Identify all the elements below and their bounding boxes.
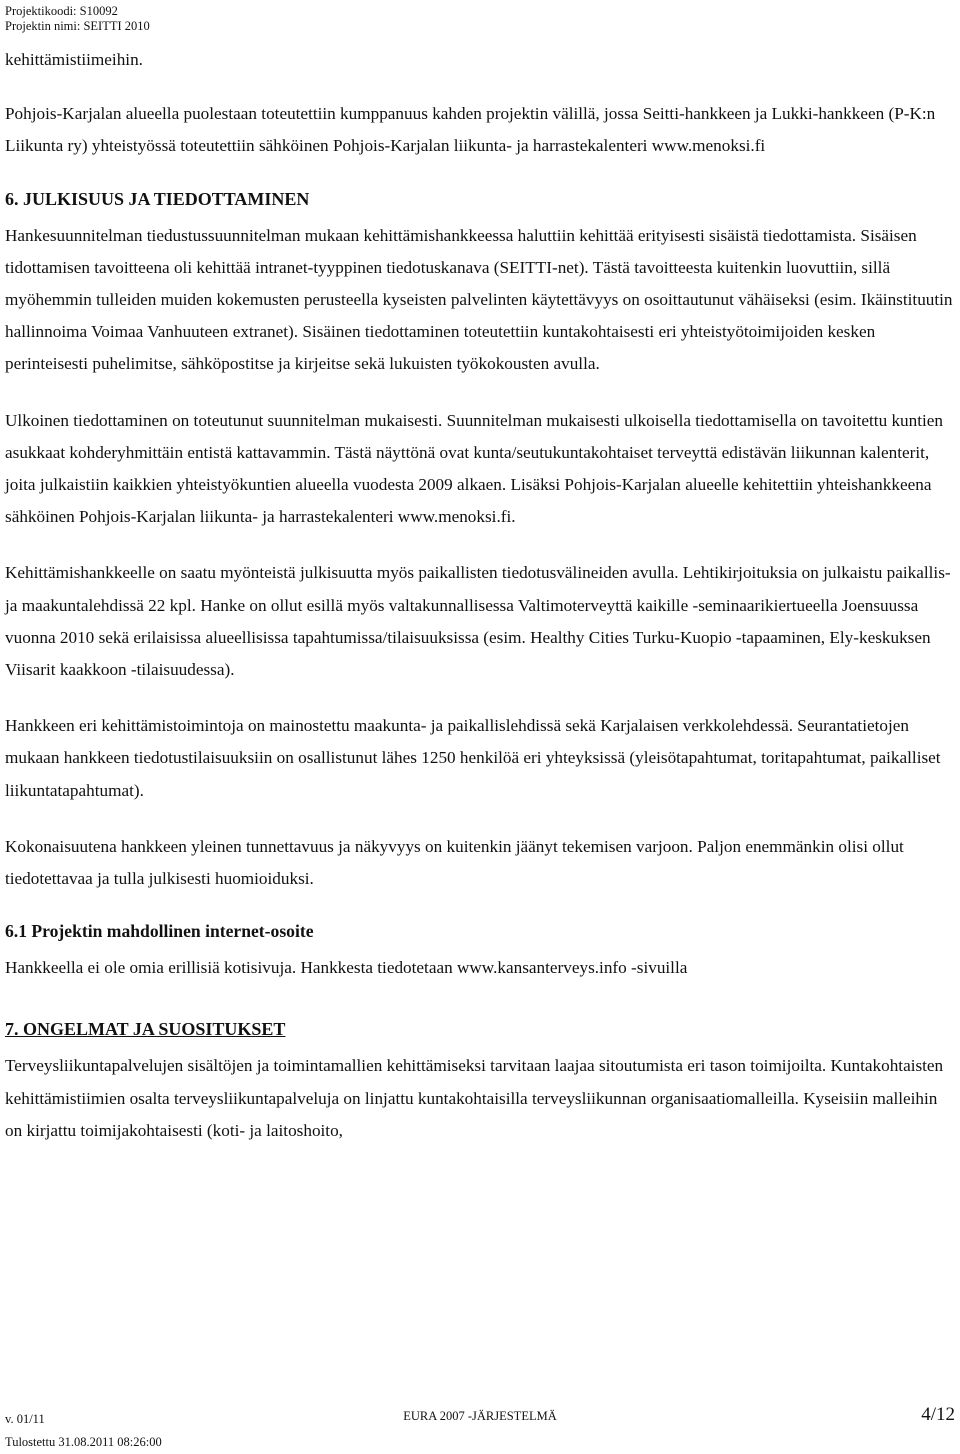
paragraph-kokonaisuus: Kokonaisuutena hankkeen yleinen tunnettavuus ja näkyvyys on kuitenkin jäänyt tekemisen varjoon. Paljon enemmänkin olisi ollut tiedotettavaa ja tulla julkisesti huomioiduksi.	[5, 836, 904, 889]
paragraph-continuation: kehittämistiimeihin.	[5, 50, 143, 69]
page-number: 4/12	[921, 1404, 955, 1425]
section-heading-6-1: 6.1 Projektin mahdollinen internet-osoite	[5, 921, 314, 942]
paragraph-mainostus: Hankkeen eri kehittämistoimintoja on mainostettu maakunta- ja paikallislehdissä sekä Karjalaisen verkkolehdessä. Seurantatietojen mukaan hankkeen tiedotustilaisuuksiin on osallistunut lähes 1250 henkilöä eri yhteyksissä (yleisötapahtumat, toritapahtumat, paikalliset liikuntatapahtumat).	[5, 716, 941, 800]
paragraph-internet-osoite: Hankkeella ei ole omia erillisiä kotisivuja. Hankkesta tiedotetaan www.kansanterveys.info -sivuilla	[5, 958, 688, 978]
paragraph-julkisuus: Kehittämishankkeelle on saatu myönteistä julkisuutta myös paikallisten tiedotusvälineiden avulla. Lehtikirjoituksia on julkaistu paikallis- ja maakuntalehdissä 22 kpl. Hanke on ollut esillä myös valtakunnallisessa Valtimoterveyttä kaikille -seminaarikiertueella Joensuussa vuonna 2010 sekä erilaisissa alueellisissa tapahtumissa/tilaisuuksissa (esim. Healthy Cities Turku-Kuopio -tapaaminen, Ely-keskuksen Viisarit kaakkoon -tilaisuudessa).	[5, 563, 951, 680]
print-timestamp: Tulostettu 31.08.2011 08:26:00	[5, 1435, 162, 1449]
paragraph-kumppanuus: Pohjois-Karjalan alueella puolestaan toteutettiin kumppanuus kahden projektin välillä, jossa Seitti-hankkeen ja Lukki-hankkeen (P-K:n Liikunta ry) yhteistyössä toteutettiin sähköinen Pohjois-Karjalan liikunta- ja harrastekalenteri www.menoksi.fi	[5, 104, 936, 156]
version-label: v. 01/11	[5, 1412, 45, 1426]
document-body	[5, 44, 955, 1171]
page-header	[5, 4, 150, 34]
paragraph-ulkoinen-tiedottaminen: Ulkoinen tiedottaminen on toteutunut suunnitelman mukaisesti. Suunnitelman mukaisesti ulkoisella tiedottamisella on tavoitettu kuntien asukkaat kohderyhmittäin entistä kattavammin. Tästä näyttönä ovat kunta/seutukuntakohtaiset terveyttä edistävän liikunnan kalenterit, joita julkaistiin kaikkien yhteistyökuntien alueella vuodesta 2009 alkaen. Lisäksi Pohjois-Karjalan alueelle kehitettiin yhteishankkeena sähköinen Pohjois-Karjalan liikunta- ja harrastekalenteri www.menoksi.fi.	[5, 410, 944, 527]
section-heading-7: 7. ONGELMAT JA SUOSITUKSET	[5, 1019, 286, 1040]
paragraph-ongelmat: Terveysliikuntapalvelujen sisältöjen ja toimintamallien kehittämiseksi tarvitaan laajaa sitoutumista eri tason toimijoilta. Kuntakohtaisten kehittämistiimien osalta terveysliikuntapalveluja on linjattu kuntakohtaisilla terveysliikunnan organisaatiomalleilla. Kyseisiin malleihin on kirjattu toimijakohtaisesti (koti- ja laitoshoito,	[5, 1056, 944, 1140]
system-name: EURA 2007 -JÄRJESTELMÄ	[403, 1409, 557, 1423]
project-code: Projektikoodi: S10092	[5, 4, 118, 18]
section-heading-6: 6. JULKISUUS JA TIEDOTTAMINEN	[5, 188, 310, 209]
project-name: Projektin nimi: SEITTI 2010	[5, 19, 150, 33]
paragraph-sisainen-tiedottaminen: Hankesuunnitelman tiedustussuunnitelman mukaan kehittämishankkeessa haluttiin kehittää erityisesti sisäistä tiedottamista. Sisäisen tidottamisen tavoitteena oli kehittää intranet-tyyppinen tiedotuskanava (SEITTI-net). Tästä tavoitteesta kuitenkin luovuttiin, sillä myöhemmin tulleiden muiden kokemusten perusteella kyseisten palvelinten käytettävyys on osoittautunut vähäiseksi (esim. Ikäinstituutin hallinnoima Voimaa Vanhuuteen extranet). Sisäinen tiedottaminen toteutettiin kuntakohtaisesti eri yhteistyötoimijoiden kesken perinteisesti puhelimitse, sähköpostitse ja kirjeitse sekä lukuisten työkokousten avulla.	[5, 225, 953, 374]
